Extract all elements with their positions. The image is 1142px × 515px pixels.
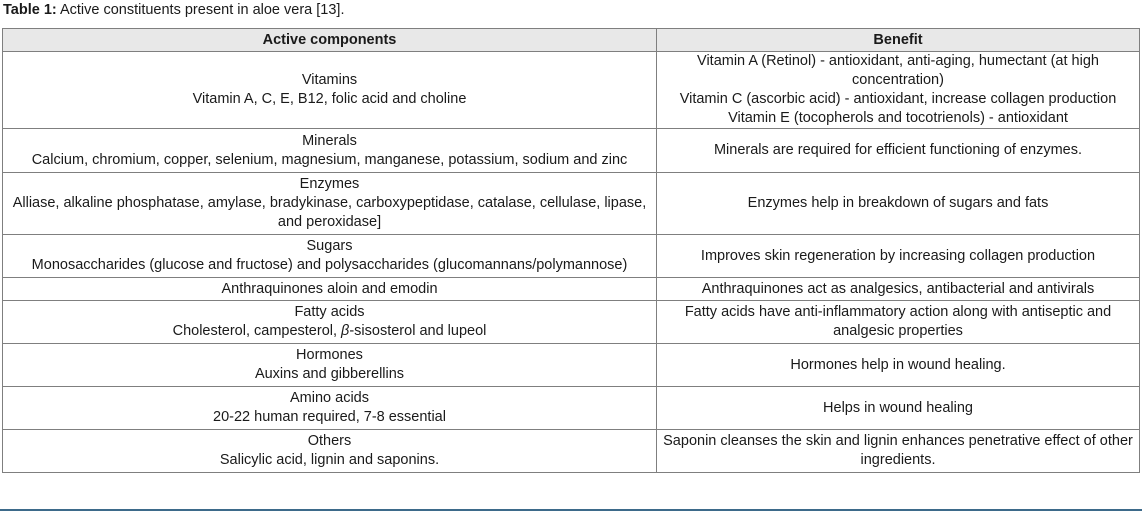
component-cell (3, 301, 657, 344)
component-detail: Vitamin A, C, E, B12, folic acid and choline (192, 91, 467, 107)
component-title: Enzymes (299, 176, 360, 192)
component-cell (3, 129, 657, 173)
benefit-cell (657, 173, 1140, 235)
table-row (3, 52, 1140, 129)
component-cell (3, 387, 657, 430)
table-row (3, 301, 1140, 344)
component-title: Anthraquinones aloin and emodin (221, 280, 438, 297)
benefit-text: Vitamin A (Retinol) - antioxidant, anti-aging, humectant (at high concentration) (697, 53, 1099, 88)
component-title: Sugars (306, 238, 353, 254)
caption-label: Table 1: (3, 2, 57, 18)
component-title: Others (307, 433, 352, 449)
table-header-row (3, 29, 1140, 52)
table-row (3, 387, 1140, 430)
benefit-text: Vitamin C (ascorbic acid) - antioxidant, increase collagen production (679, 91, 1117, 107)
benefit-cell (657, 344, 1140, 387)
table-caption (3, 1, 344, 19)
component-cell (3, 344, 657, 387)
component-title: Hormones (296, 347, 363, 363)
component-detail: Auxins and gibberellins (254, 366, 405, 382)
component-title: Fatty acids (294, 304, 365, 320)
component-cell (3, 430, 657, 473)
benefit-cell (657, 430, 1140, 473)
component-title: Amino acids (290, 390, 369, 406)
component-detail: Calcium, chromium, copper, selenium, magnesium, manganese, potassium, sodium and zinc (31, 151, 628, 168)
benefit-text: Saponin cleanses the skin and lignin enhances penetrative effect of other ingredients. (663, 433, 1133, 468)
benefit-text: Vitamin E (tocopherols and tocotrienols) - antioxidant (728, 110, 1068, 126)
component-cell (3, 52, 657, 129)
constituents-table (2, 28, 1140, 473)
header-benefit: Benefit (657, 29, 1140, 52)
benefit-cell (657, 129, 1140, 173)
table-row (3, 278, 1140, 301)
component-detail-part: -sisosterol and lupeol (349, 323, 487, 339)
table-row (3, 173, 1140, 235)
benefit-text: Hormones help in wound healing. (790, 356, 1006, 373)
benefit-cell (657, 301, 1140, 344)
component-detail: Salicylic acid, lignin and saponins. (219, 452, 440, 468)
benefit-cell (657, 278, 1140, 301)
beta-symbol: β (341, 323, 350, 339)
table-row (3, 344, 1140, 387)
component-title: Vitamins (301, 72, 358, 88)
component-cell (3, 173, 657, 235)
benefit-text: Fatty acids have anti-inflammatory action along with antiseptic and analgesic properties (684, 304, 1112, 339)
component-detail-part: Cholesterol, campesterol, (172, 323, 342, 339)
benefit-cell (657, 387, 1140, 430)
benefit-text: Minerals are required for efficient functioning of enzymes. (713, 142, 1083, 158)
component-detail: 20-22 human required, 7-8 essential (213, 409, 446, 425)
component-cell (3, 235, 657, 278)
component-detail: Alliase, alkaline phosphatase, amylase, bradykinase, carboxypeptidase, catalase, cellulase, lipase, and peroxidase] (12, 195, 647, 230)
benefit-text: Improves skin regeneration by increasing collagen production (700, 247, 1096, 264)
caption-text: Active constituents present in aloe vera [13]. (56, 2, 345, 18)
benefit-text: Anthraquinones act as analgesics, antibacterial and antivirals (701, 280, 1095, 297)
benefit-cell (657, 52, 1140, 129)
component-cell (3, 278, 657, 301)
component-title: Minerals (302, 132, 357, 149)
bottom-divider (0, 509, 1142, 511)
table-row (3, 129, 1140, 173)
header-active-components: Active components (3, 29, 657, 52)
benefit-text: Enzymes help in breakdown of sugars and fats (747, 195, 1049, 211)
component-detail: Monosaccharides (glucose and fructose) and polysaccharides (glucomannans/polymannose) (31, 257, 628, 273)
component-detail (7, 322, 652, 341)
benefit-cell (657, 235, 1140, 278)
benefit-text: Helps in wound healing (823, 399, 973, 416)
table-row (3, 235, 1140, 278)
table-row (3, 430, 1140, 473)
